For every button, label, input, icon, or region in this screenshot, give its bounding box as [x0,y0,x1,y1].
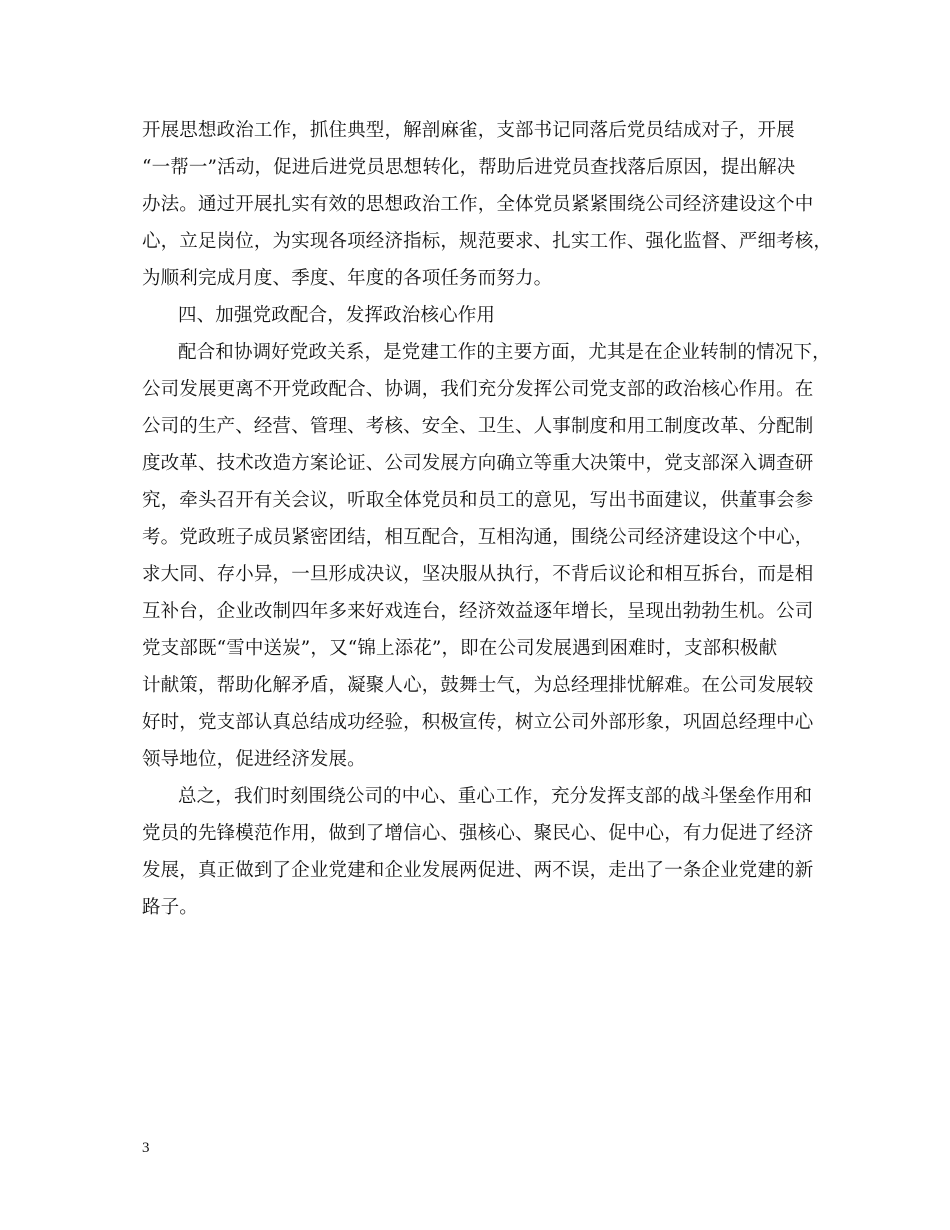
paragraph-line: 总之，我们时刻围绕公司的中心、重心工作，充分发挥支部的战斗堡垒作用和 [178,786,813,807]
page-number: 3 [142,1140,150,1156]
paragraph-line: 配合和协调好党政关系，是党建工作的主要方面，尤其是在企业转制的情况下， [178,342,831,363]
paragraph-line: 考。党政班子成员紧密团结，相互配合，互相沟通，围绕公司经济建设这个中心， [142,527,814,548]
paragraph-line: 发展，真正做到了企业党建和企业发展两促进、两不误，走出了一条企业党建的新 [142,860,814,881]
paragraph-line: 求大同、存小异，一旦形成决议，坚决服从执行，不背后议论和相互拆台，而是相 [142,564,814,585]
paragraph-line: 计献策，帮助化解矛盾，凝聚人心，鼓舞士气，为总经理排忧解难。在公司发展较 [142,675,814,696]
paragraph-line: “一帮一”活动，促进后进党员思想转化，帮助后进党员查找落后原因，提出解决 [142,157,796,178]
paragraph-line: 好时，党支部认真总结成功经验，积极宣传，树立公司外部形象，巩固总经理中心 [142,712,814,733]
paragraph-line: 领导地位，促进经济发展。 [142,749,366,770]
paragraph-line: 办法。通过开展扎实有效的思想政治工作，全体党员紧紧围绕公司经济建设这个中 [142,194,814,215]
paragraph-line: 党员的先锋模范作用，做到了增信心、强核心、聚民心、促中心，有力促进了经济 [142,823,814,844]
paragraph-line: 路子。 [142,897,198,918]
section-heading: 四、加强党政配合，发挥政治核心作用 [178,305,496,326]
paragraph-line: 度改革、技术改造方案论证、公司发展方向确立等重大决策中，党支部深入调查研 [142,453,814,474]
paragraph-line: 开展思想政治工作，抓住典型，解剖麻雀，支部书记同落后党员结成对子，开展 [142,120,795,141]
paragraph-line: 公司发展更离不开党政配合、协调，我们充分发挥公司党支部的政治核心作用。在 [142,379,814,400]
paragraph-line: 党支部既“雪中送炭”，又“锦上添花”，即在公司发展遇到困难时，支部积极献 [142,638,778,659]
paragraph-line: 互补台，企业改制四年多来好戏连台，经济效益逐年增长，呈现出勃勃生机。公司 [142,601,814,622]
paragraph-line: 究，牵头召开有关会议，听取全体党员和员工的意见，写出书面建议，供董事会参 [142,490,814,511]
paragraph-line: 心，立足岗位，为实现各项经济指标，规范要求、扎实工作、强化监督、严细考核， [142,231,833,252]
paragraph-line: 公司的生产、经营、管理、考核、安全、卫生、人事制度和用工制度改革、分配制 [142,416,814,437]
paragraph-line: 为顺利完成月度、季度、年度的各项任务而努力。 [142,268,553,289]
